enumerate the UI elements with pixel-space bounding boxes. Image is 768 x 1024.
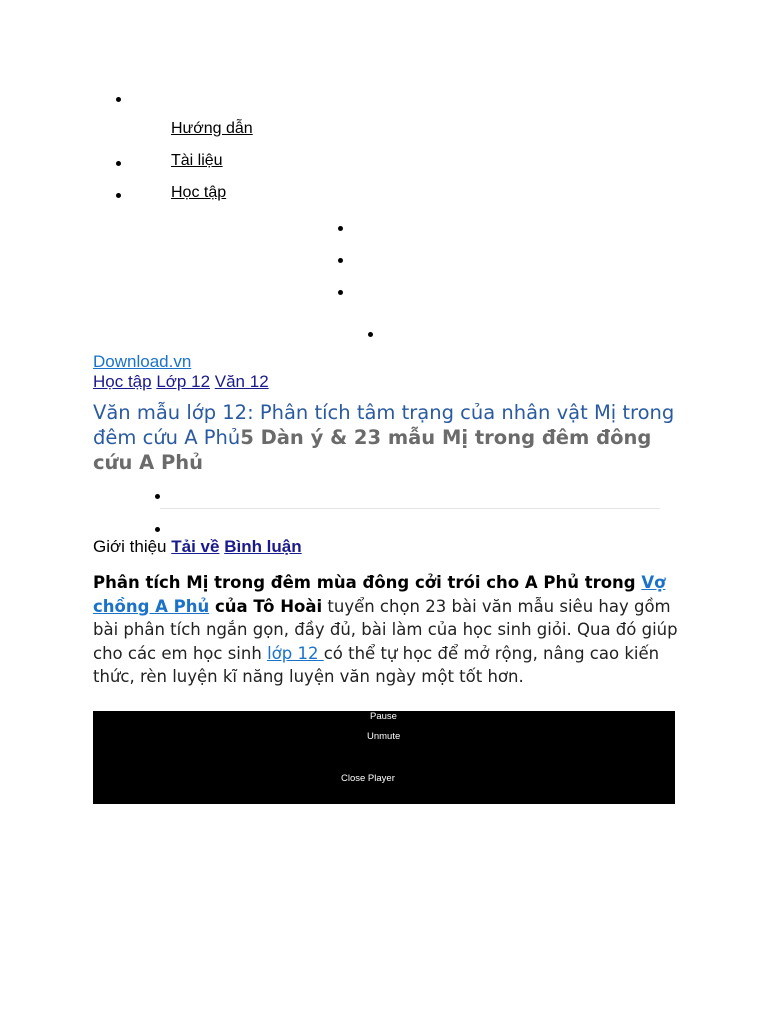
breadcrumb-item-van-12[interactable]: Văn 12 bbox=[214, 372, 269, 391]
tab-intro[interactable]: Giới thiệu bbox=[93, 537, 167, 556]
intro-lead: Phân tích Mị trong đêm mùa đông cởi trói cho A Phủ trong bbox=[93, 573, 642, 592]
list-bullet bbox=[116, 193, 121, 198]
pause-button[interactable]: Pause bbox=[370, 711, 397, 722]
list-bullet bbox=[116, 97, 121, 102]
nav-link-huong-dan[interactable]: Hướng dẫn bbox=[171, 120, 253, 137]
intro-author: của Tô Hoài bbox=[209, 596, 323, 616]
site-home-link[interactable]: Download.vn bbox=[93, 352, 192, 371]
list-bullet bbox=[338, 226, 343, 231]
link-vo-chong-a-phu[interactable]: Vợ chồng A Phủ bbox=[93, 573, 666, 616]
tab-download[interactable]: Tải về bbox=[171, 537, 220, 556]
unmute-button[interactable]: Unmute bbox=[367, 731, 401, 742]
breadcrumb bbox=[93, 372, 269, 392]
list-bullet bbox=[116, 161, 121, 166]
tab-comments[interactable]: Bình luận bbox=[224, 537, 302, 556]
video-player[interactable] bbox=[93, 711, 675, 804]
close-player-button[interactable]: Close Player bbox=[341, 773, 395, 784]
link-lop-12[interactable]: lớp 12 bbox=[267, 643, 324, 663]
nav-link-hoc-tap[interactable]: Học tập bbox=[171, 184, 227, 201]
breadcrumb-item-hoc-tap[interactable]: Học tập bbox=[93, 372, 152, 391]
page-title bbox=[93, 400, 683, 475]
page-subtitle: 5 Dàn ý & 23 mẫu Mị trong đêm đông cứu A Phủ bbox=[93, 426, 652, 474]
intro-text-2: có thể tự học để mở rộng, nâng cao kiến thức, rèn luyện kĩ năng luyện văn ngày một tốt hơn. bbox=[93, 643, 660, 687]
article-tabs bbox=[93, 537, 302, 557]
breadcrumb-item-lop-12[interactable]: Lớp 12 bbox=[156, 372, 211, 391]
list-bullet bbox=[368, 332, 373, 337]
list-bullet bbox=[155, 527, 160, 532]
list-bullet bbox=[338, 258, 343, 263]
intro-text-1: tuyển chọn 23 bài văn mẫu siêu hay gồm bài phân tích ngắn gọn, đầy đủ, bài làm của học sinh giỏi. Qua đó giúp cho các em học sinh bbox=[93, 596, 678, 663]
page-title-main: Văn mẫu lớp 12: Phân tích tâm trạng của nhân vật Mị trong đêm cứu A Phủ bbox=[93, 401, 675, 449]
nav-link-tai-lieu[interactable]: Tài liệu bbox=[171, 152, 223, 169]
divider bbox=[160, 508, 660, 509]
list-bullet bbox=[338, 290, 343, 295]
article-intro bbox=[93, 571, 683, 689]
list-bullet bbox=[155, 494, 160, 499]
